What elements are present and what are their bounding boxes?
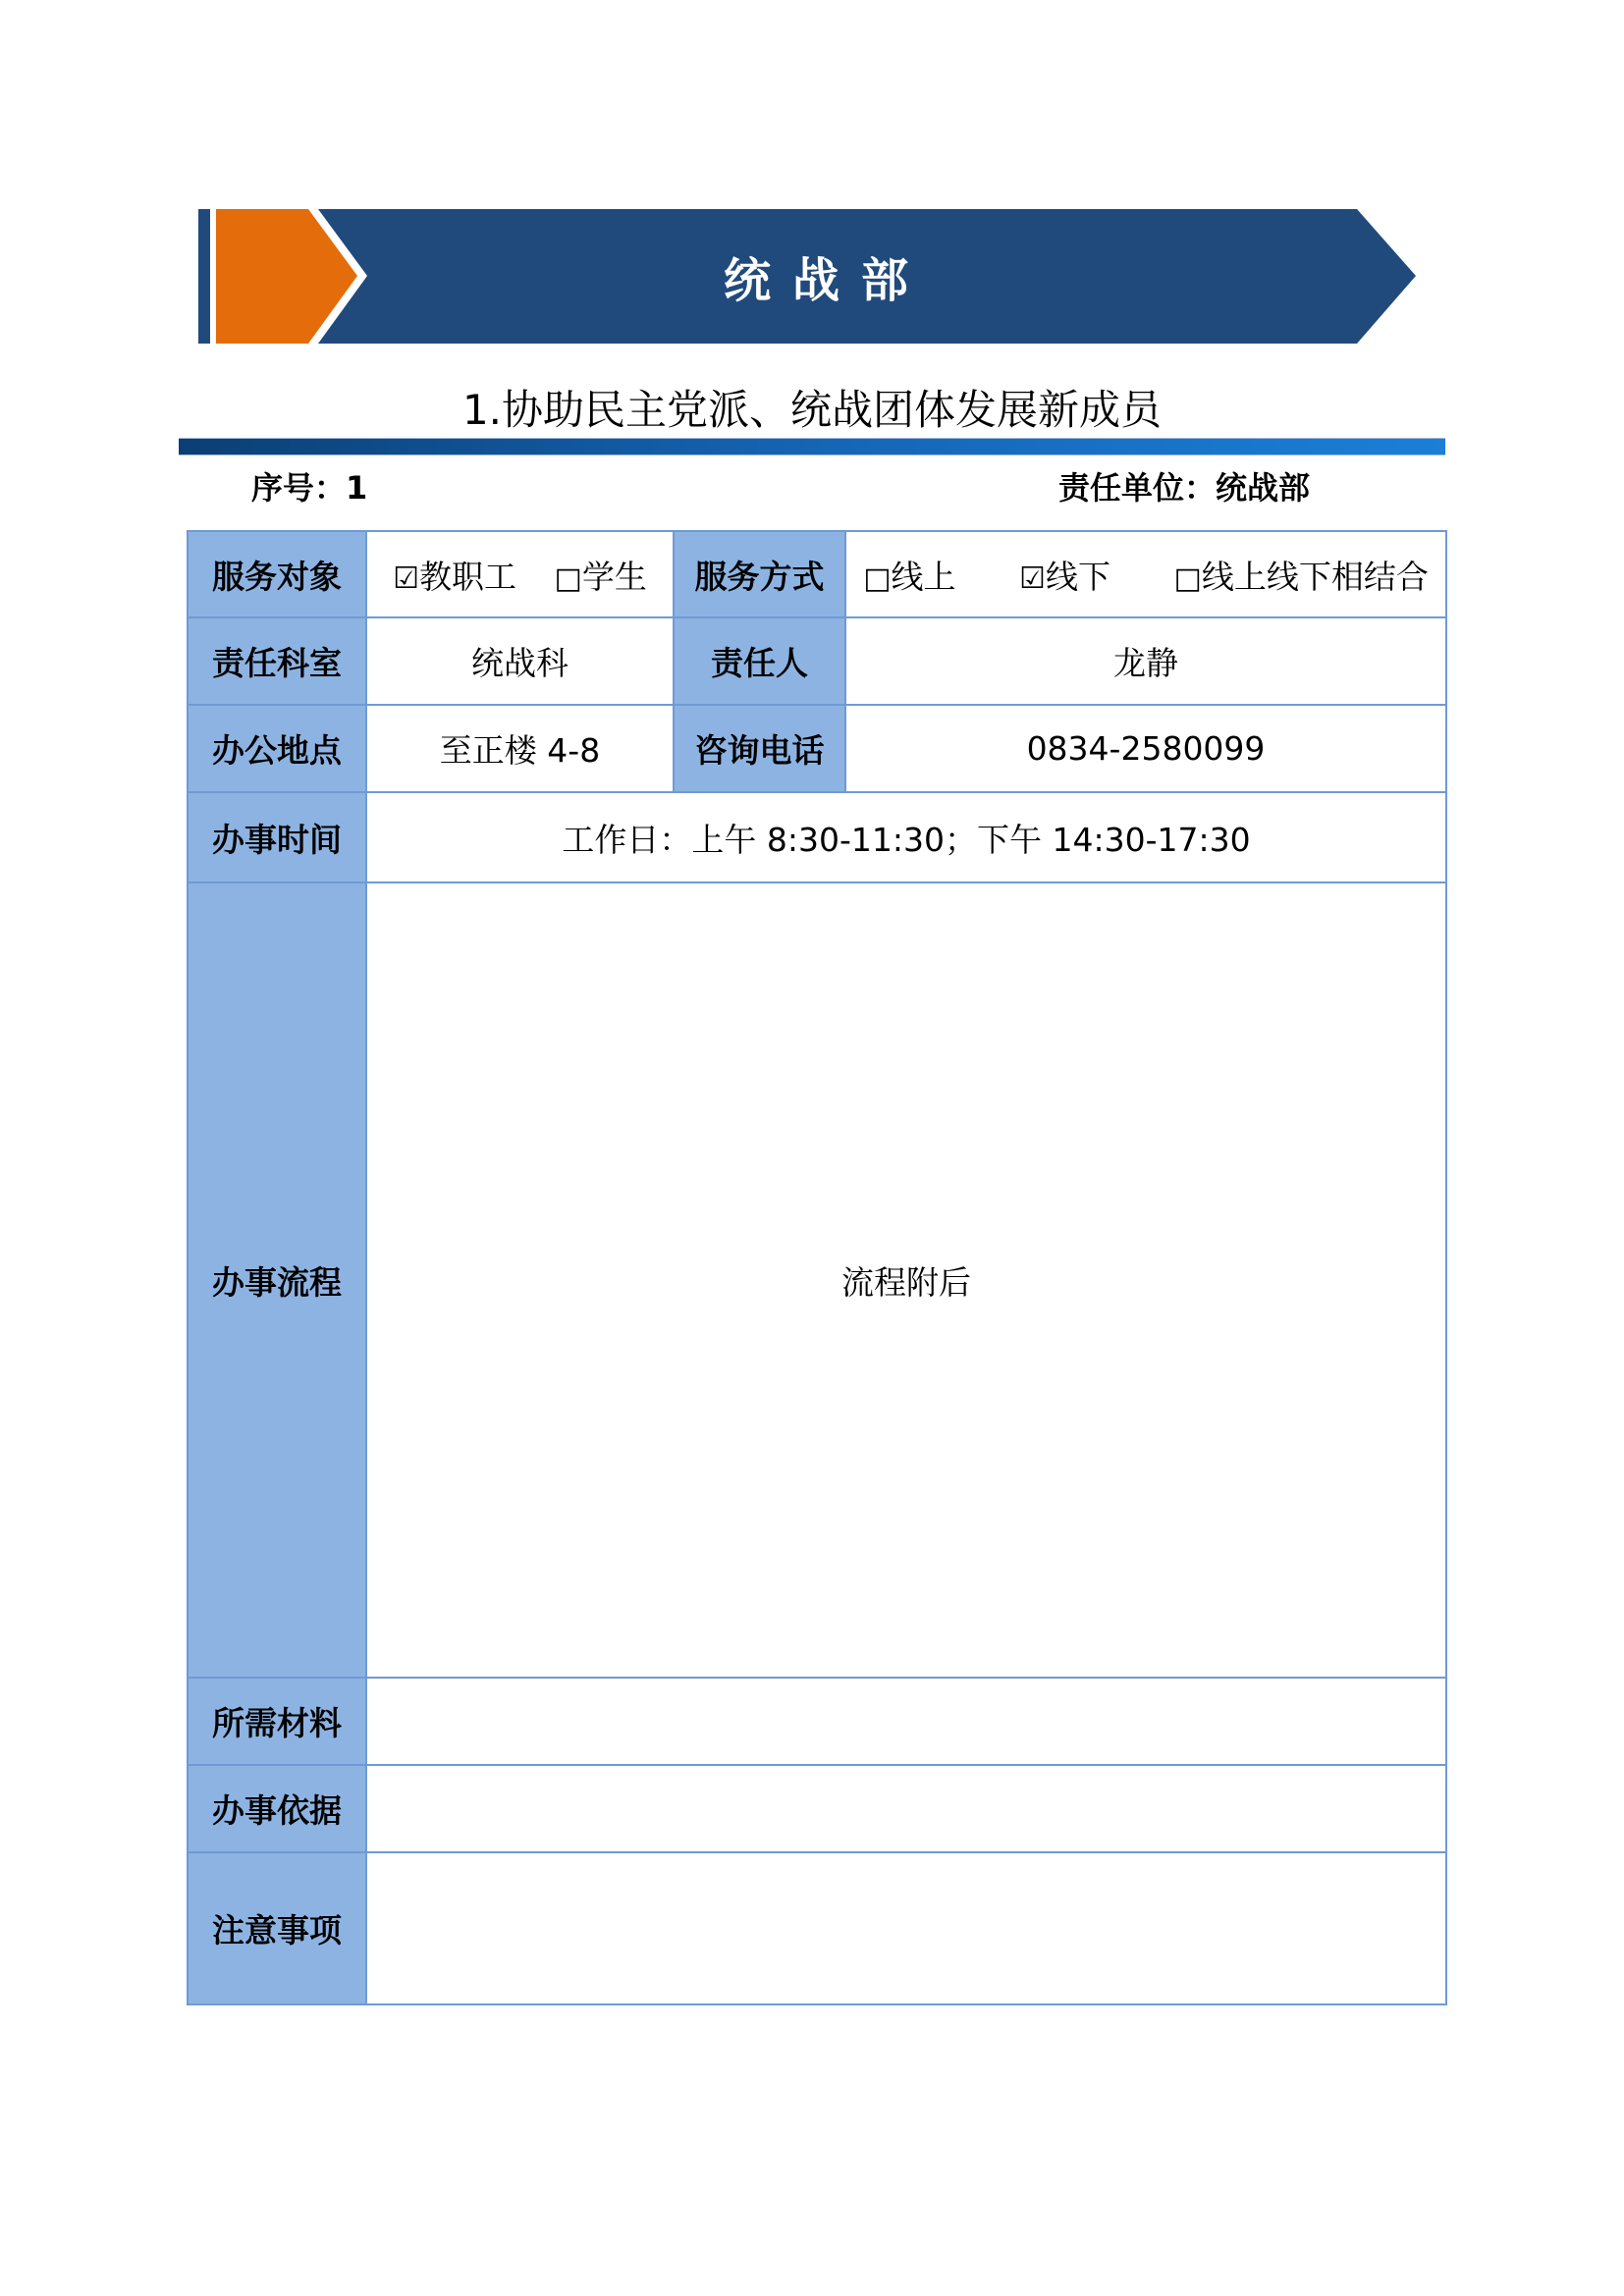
service-mode-label: 服务方式 xyxy=(674,531,845,617)
department-banner xyxy=(198,209,1416,344)
phone-label: 咨询电话 xyxy=(674,705,845,792)
checkbox-empty-icon[interactable]: □ xyxy=(554,561,582,596)
table-row xyxy=(188,617,1446,705)
hours-value: 工作日：上午 8:30-11:30；下午 14:30-17:30 xyxy=(366,792,1446,882)
service-target-label: 服务对象 xyxy=(188,531,366,617)
basis-label: 办事依据 xyxy=(188,1765,366,1852)
option-student[interactable]: □学生 xyxy=(554,557,647,596)
table-row xyxy=(188,705,1446,792)
table-row xyxy=(188,531,1446,617)
notes-label: 注意事项 xyxy=(188,1852,366,2004)
option-offline[interactable]: ☑线下 xyxy=(1019,557,1110,596)
table-row xyxy=(188,1765,1446,1852)
office-label: 责任科室 xyxy=(188,617,366,705)
checkbox-empty-icon[interactable]: □ xyxy=(1173,561,1202,596)
table-row xyxy=(188,1852,1446,2004)
process-value: 流程附后 xyxy=(366,882,1446,1678)
process-label: 办事流程 xyxy=(188,882,366,1678)
materials-label: 所需材料 xyxy=(188,1678,366,1765)
service-target-options xyxy=(366,531,674,617)
table-row xyxy=(188,882,1446,1678)
service-info-table xyxy=(187,530,1447,2005)
table-row xyxy=(188,792,1446,882)
basis-value xyxy=(366,1765,1446,1852)
office-value: 统战科 xyxy=(366,617,674,705)
title-divider-bar xyxy=(179,438,1445,455)
responsible-unit: 责任单位：统战部 xyxy=(1058,469,1311,507)
notes-value xyxy=(366,1852,1446,2004)
person-value: 龙静 xyxy=(845,617,1446,705)
checkbox-checked-icon[interactable]: ☑ xyxy=(393,561,420,596)
hours-label: 办事时间 xyxy=(188,792,366,882)
location-label: 办公地点 xyxy=(188,705,366,792)
option-hybrid[interactable]: □线上线下相结合 xyxy=(1173,557,1429,596)
location-value: 至正楼 4-8 xyxy=(366,705,674,792)
checkbox-checked-icon[interactable]: ☑ xyxy=(1019,561,1046,596)
department-title: 统战部 xyxy=(723,253,930,308)
table-row xyxy=(188,1678,1446,1765)
page-title: 1.协助民主党派、统战团体发展新成员 xyxy=(461,386,1163,434)
service-mode-options xyxy=(845,531,1446,617)
checkbox-empty-icon[interactable]: □ xyxy=(863,561,892,596)
serial-number: 序号：1 xyxy=(251,469,368,507)
option-online[interactable]: □线上 xyxy=(863,557,956,596)
materials-value xyxy=(366,1678,1446,1765)
person-label: 责任人 xyxy=(674,617,845,705)
option-staff[interactable]: ☑教职工 xyxy=(393,557,517,596)
phone-value: 0834-2580099 xyxy=(845,705,1446,792)
